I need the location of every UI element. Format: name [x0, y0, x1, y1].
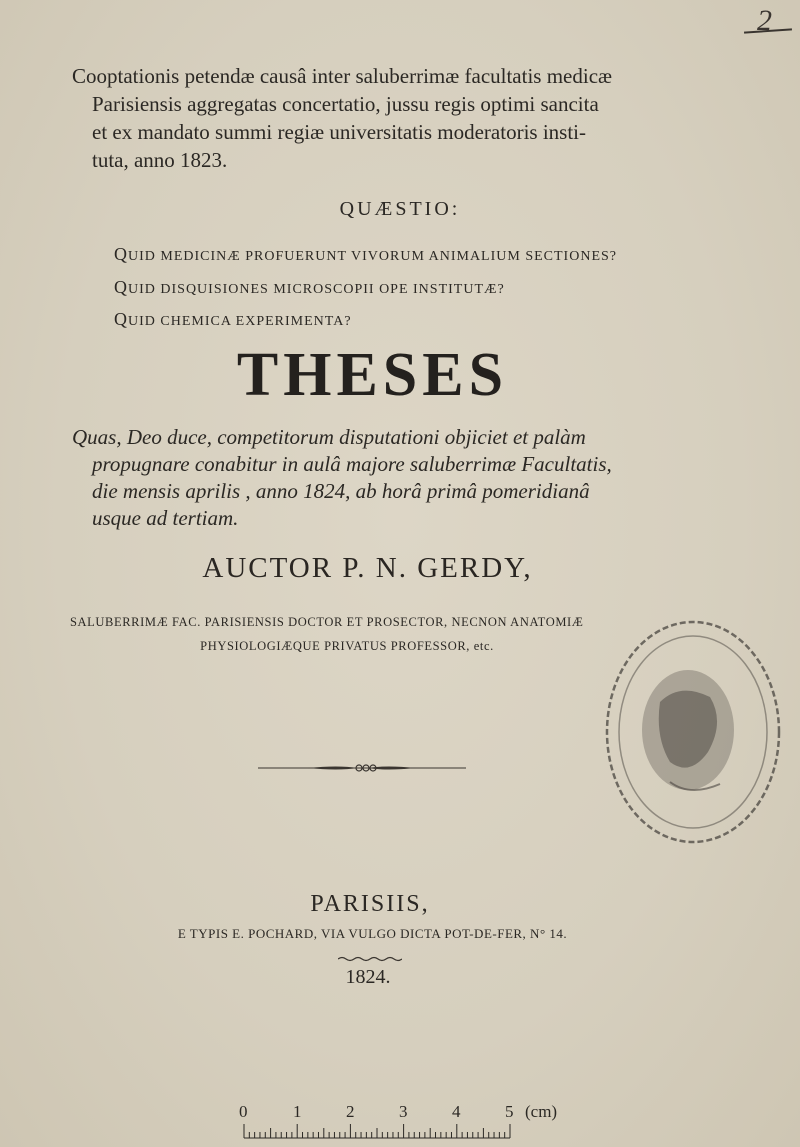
question-3-text: UID CHEMICA EXPERIMENTA? [128, 314, 352, 329]
ornament-divider-icon [258, 762, 466, 774]
invitation-line-3: die mensis aprilis , anno 1824, ab horâ primâ pomeridianâ [92, 479, 590, 503]
questio-heading: QUÆSTIO: [339, 198, 461, 220]
intro-line-1: Cooptationis petendæ causâ inter saluberrimæ facultatis medicæ [72, 64, 613, 88]
question-1 [114, 244, 617, 265]
imprint-year: 1824. [345, 966, 391, 988]
question-1-initial: Q [114, 244, 128, 264]
wavy-rule-icon [338, 956, 402, 962]
question-2 [114, 277, 505, 298]
intro-line-3: et ex mandato summi regiæ universitatis moderatoris insti- [92, 120, 586, 144]
affiliation-line-2: PHYSIOLOGIÆQUE PRIVATUS PROFESSOR, etc. [200, 639, 494, 653]
theses-title: THESES [236, 341, 509, 409]
question-3 [114, 309, 352, 330]
library-stamp-icon [600, 612, 786, 852]
ruler-label-1: 1 [293, 1102, 302, 1121]
intro-line-4: tuta, anno 1823. [92, 148, 228, 172]
imprint-printer: E TYPIS E. POCHARD, VIA VULGO DICTA POT-DE-FER, N° 14. [177, 926, 568, 941]
intro-paragraph [72, 62, 676, 174]
author-affiliation [70, 610, 684, 658]
invitation-line-2: propugnare conabitur in aulâ majore saluberrimæ Facultatis, [92, 452, 612, 476]
invitation-paragraph [72, 424, 678, 532]
ruler-label-0: 0 [239, 1102, 248, 1121]
affiliation-line-1: SALUBERRIMÆ FAC. PARISIENSIS DOCTOR ET PROSECTOR, NECNON ANATOMIÆ [70, 615, 584, 629]
question-2-initial: Q [114, 277, 128, 297]
ruler-label-4: 4 [452, 1102, 461, 1121]
author-line: AUCTOR P. N. GERDY, [202, 552, 533, 584]
intro-line-2: Parisiensis aggregatas concertatio, jussu regis optimi sancita [92, 92, 599, 116]
question-2-text: UID DISQUISIONES MICROSCOPII OPE INSTITUTÆ? [128, 282, 505, 297]
ruler-unit: (cm) [525, 1102, 558, 1121]
ruler-label-5: 5 [505, 1102, 514, 1121]
imprint-city: PARISIIS, [310, 891, 430, 917]
corner-page-mark: 2 [757, 4, 772, 37]
invitation-line-1: Quas, Deo duce, competitorum disputationi objiciet et palàm [72, 425, 586, 449]
invitation-line-4: usque ad tertiam. [92, 506, 239, 530]
ruler-label-2: 2 [346, 1102, 355, 1121]
ruler-scale-icon [230, 1102, 520, 1142]
question-3-initial: Q [114, 309, 128, 329]
question-1-text: UID MEDICINÆ PROFUERUNT VIVORUM ANIMALIUM SECTIONES? [128, 249, 617, 264]
ruler-label-3: 3 [399, 1102, 408, 1121]
